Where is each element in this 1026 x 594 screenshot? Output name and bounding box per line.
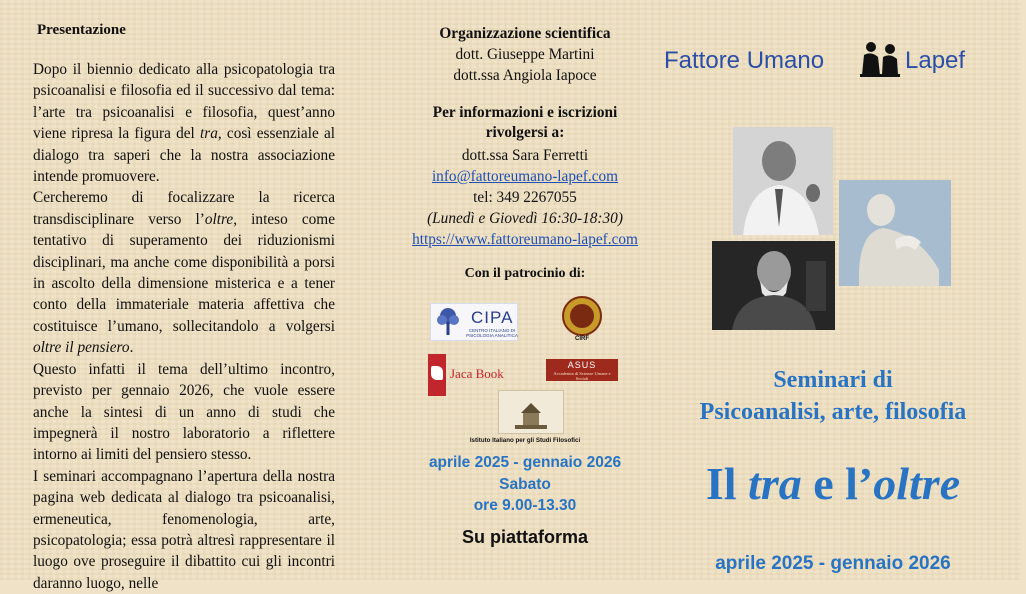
organizer-1: dott. Giuseppe Martini <box>455 46 595 63</box>
contact-hours: (Lunedì e Giovedì 16:30-18:30) <box>427 210 623 227</box>
presentation-paragraph-1: Dopo il biennio dedicato alla psicopatologia tra psicoanalisi e filosofia ed il successivo dal tema: l’arte tra psicoanalisi e filosofia, quest’anno viene ripresa la figura del tra, così essenziale al dialogo tra saperi che la nostra associazione intende promuovere. <box>33 61 335 186</box>
portrait-photo-2 <box>712 241 835 330</box>
portrait-photo-1 <box>733 127 833 235</box>
seminar-line-1: Seminari di <box>773 367 893 393</box>
cipa-logo: CIPA CENTRO ITALIANO DI PSICOLOGIA ANALITICA <box>430 303 518 341</box>
jaca-book-logo: Jaca Book <box>428 354 510 394</box>
presentation-paragraph-2: Cercheremo di focalizzare la ricerca transdisciplinare verso l’oltre, inteso come tentativo di superamento dei riduzionismi disciplinari, ma anche come disponibilità a porsi in ascolto della dimensione misterica e a tener conto della immateriale materia affettiva che costituisce l’umano, sollecitandolo a volgersi oltre il pensiero. <box>33 189 335 357</box>
schedule-day: Sabato <box>499 475 551 493</box>
monument-icon <box>513 401 549 431</box>
event-dates: aprile 2025 - gennaio 2026 <box>715 553 951 574</box>
main-title: Il tra e l’oltre <box>705 458 961 509</box>
organization-block <box>380 24 670 86</box>
organizer-2: dott.ssa Angiola Iapoce <box>453 67 597 84</box>
contact-heading-2: rivolgersi a: <box>485 124 565 141</box>
schedule-dates: aprile 2025 - gennaio 2026 <box>428 454 622 471</box>
contact-heading-1: Per informazioni e iscrizioni <box>432 104 618 121</box>
contact-phone: tel: 349 2267055 <box>473 189 577 206</box>
contact-block <box>380 103 670 250</box>
patronage-heading: Con il patrocinio di: <box>464 266 586 281</box>
brand-name-1: Fattore Umano <box>664 47 825 74</box>
brand-name-2: Lapef <box>905 47 966 74</box>
iisf-emblem <box>498 390 564 434</box>
seminar-heading <box>640 364 1026 428</box>
presentation-column <box>33 22 335 594</box>
brand-logo <box>660 37 980 87</box>
schedule-time: ore 9.00-13.30 <box>473 497 577 514</box>
platform-label: Su piattaforma <box>461 526 589 547</box>
tree-icon <box>435 307 461 337</box>
asus-logo: ASUS Accademia di Scienze Umane e Sociali <box>546 359 618 381</box>
email-link[interactable]: info@fattoreumano-lapef.com <box>431 168 619 185</box>
website-link[interactable]: https://www.fattoreumano-lapef.com <box>412 231 638 248</box>
contact-name: dott.ssa Sara Ferretti <box>461 147 589 164</box>
organization-heading: Organizzazione scientifica <box>439 25 611 42</box>
two-figures-icon <box>856 39 904 79</box>
schedule-block <box>380 452 670 517</box>
patronage-logos <box>380 296 670 446</box>
presentation-paragraph-4: I seminari accompagnano l’apertura della nostra pagina web dedicata al dialogo tra psicoanalisi, ermeneutica, fenomenologia, arte, psicopatologia; essa potrà altresì rappresentare il luogo ove proseguire il dibattito cui gli incontri daranno luogo, nelle <box>33 467 335 592</box>
statue-photo <box>839 180 951 286</box>
presentation-heading: Presentazione <box>37 22 126 38</box>
cirf-logo: CIRF <box>560 296 604 344</box>
info-column <box>380 24 670 548</box>
seminar-line-2: Psicoanalisi, arte, filosofia <box>699 399 967 425</box>
presentation-paragraph-3: Questo infatti il tema dell’ultimo incontro, previsto per gennaio 2026, che vuole essere anche la sintesi di un anno di studi che impegnerà il nostro laboratorio a riflettere intorno ai limiti del pensiero stesso. <box>33 360 335 464</box>
iisf-label: Istituto Italiano per gli Studi Filosofici <box>469 437 581 444</box>
